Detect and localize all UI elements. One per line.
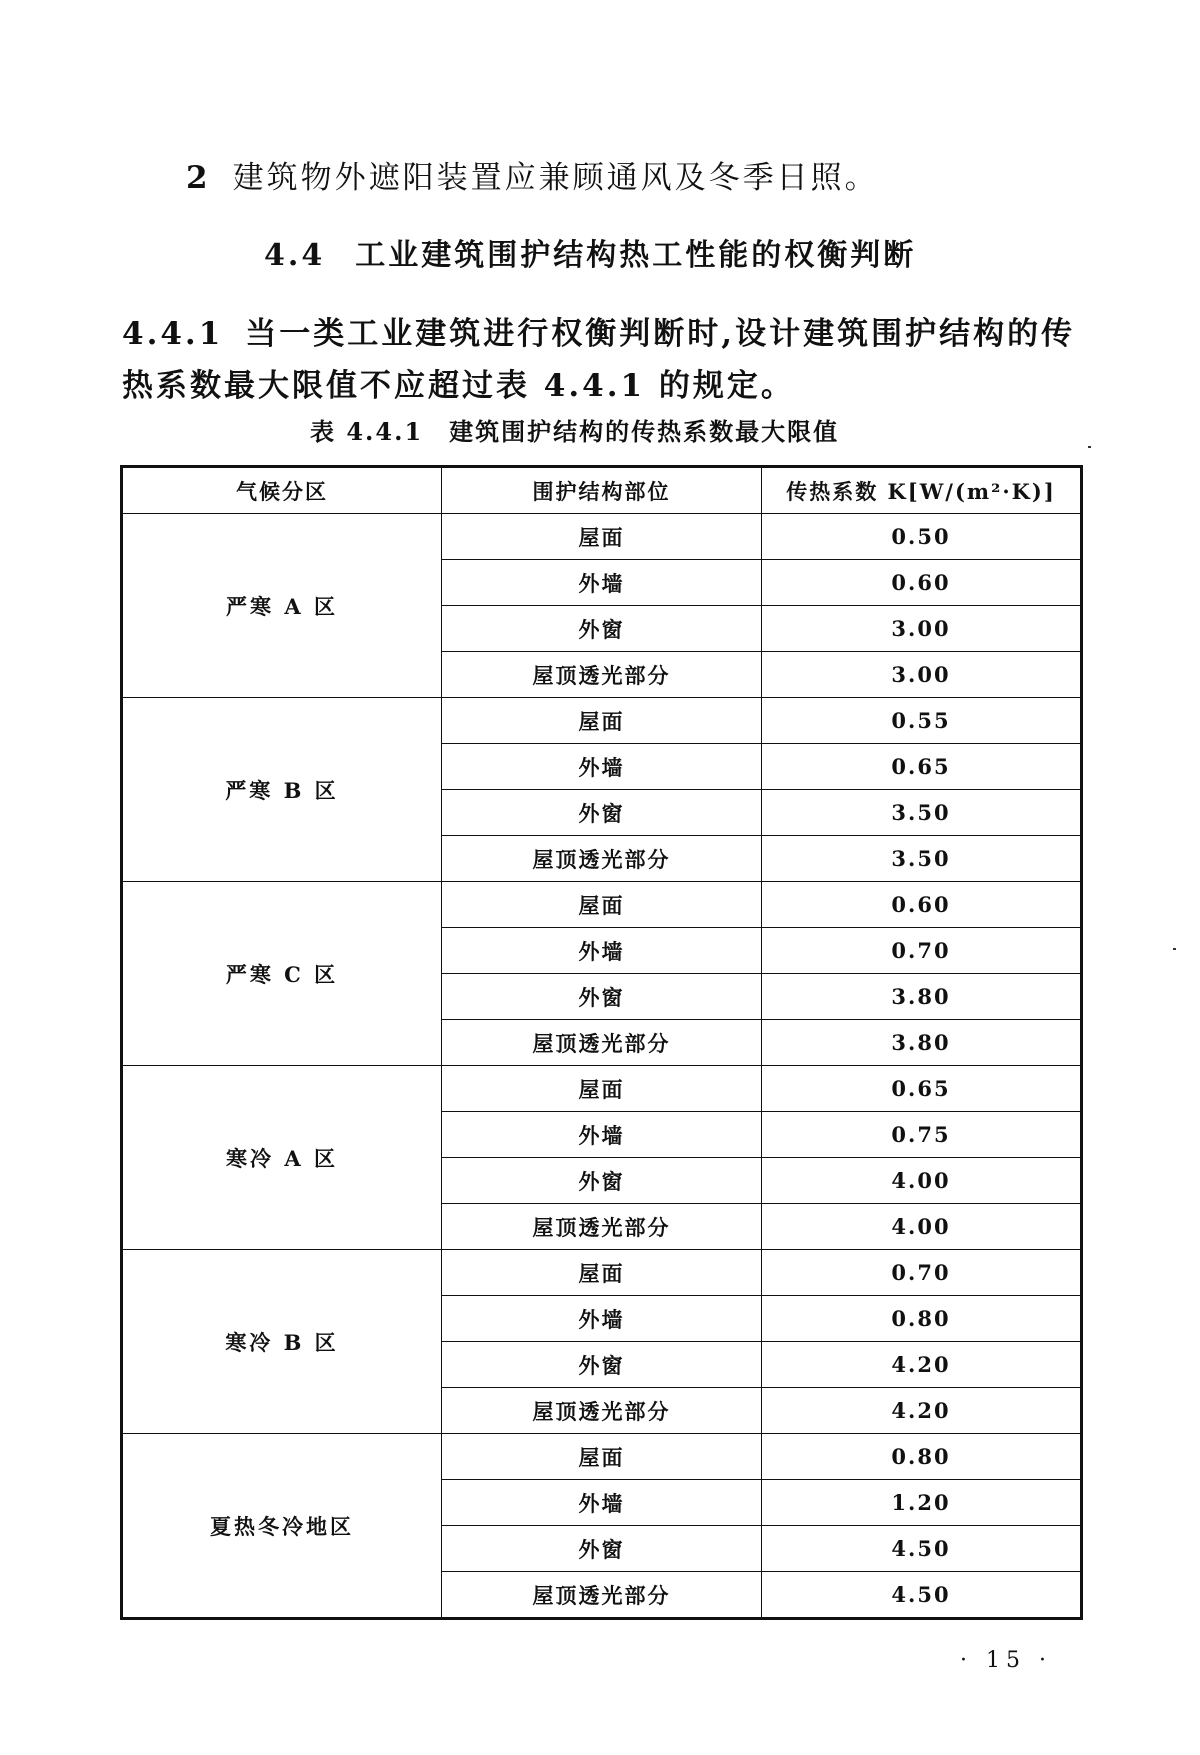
table-row [122,514,1082,560]
value-cell: 4.50 [762,1526,1082,1572]
value-cell: 3.50 [762,836,1082,882]
section-title: 工业建筑围护结构热工性能的权衡判断 [355,238,917,273]
zone-cell: 寒冷 A 区 [122,1066,442,1250]
transmittance-table [120,465,1083,1620]
part-cell: 外墙 [442,1480,762,1526]
part-cell: 屋面 [442,1434,762,1480]
part-cell: 外窗 [442,1342,762,1388]
part-cell: 外墙 [442,560,762,606]
value-cell: 3.50 [762,790,1082,836]
value-cell: 3.80 [762,1020,1082,1066]
value-cell: 3.00 [762,652,1082,698]
header-part: 围护结构部位 [442,467,762,514]
value-cell: 0.75 [762,1112,1082,1158]
part-cell: 外墙 [442,744,762,790]
value-cell: 0.80 [762,1434,1082,1480]
table-row [122,1066,1082,1112]
table-header-row [122,467,1082,514]
part-cell: 屋面 [442,698,762,744]
part-cell: 外窗 [442,1158,762,1204]
value-cell: 0.65 [762,744,1082,790]
part-cell: 屋面 [442,882,762,928]
value-cell: 4.00 [762,1204,1082,1250]
zone-cell: 严寒 B 区 [122,698,442,882]
value-cell: 3.80 [762,974,1082,1020]
scan-speck [1173,948,1176,950]
value-cell: 3.00 [762,606,1082,652]
scan-speck [1088,446,1091,448]
value-cell: 4.50 [762,1572,1082,1619]
table-row [122,1250,1082,1296]
value-cell: 0.50 [762,514,1082,560]
table-row [122,1434,1082,1480]
value-cell: 0.65 [762,1066,1082,1112]
header-zone: 气候分区 [122,467,442,514]
item-text: 建筑物外遮阳装置应兼顾通风及冬季日照。 [232,160,879,196]
zone-cell: 严寒 C 区 [122,882,442,1066]
table-caption-number: 表 4.4.1 [310,417,424,446]
clause-number: 4.4.1 [122,316,224,352]
part-cell: 屋顶透光部分 [442,836,762,882]
value-cell: 0.80 [762,1296,1082,1342]
value-cell: 0.60 [762,560,1082,606]
part-cell: 屋面 [442,1250,762,1296]
part-cell: 屋面 [442,1066,762,1112]
value-cell: 0.70 [762,1250,1082,1296]
part-cell: 外窗 [442,1526,762,1572]
value-cell: 0.60 [762,882,1082,928]
part-cell: 外窗 [442,974,762,1020]
part-cell: 屋面 [442,514,762,560]
part-cell: 外窗 [442,606,762,652]
item-number: 2 [186,160,211,196]
section-number: 4.4 [264,238,326,273]
value-cell: 4.20 [762,1388,1082,1434]
section-heading [264,230,916,274]
table-caption [310,412,839,447]
clause-text: 当一类工业建筑进行权衡判断时,设计建筑围护结构的传热系数最大限值不应超过表 4.4.1 的规定。 [122,316,1076,404]
header-k-value: 传热系数 K[W/(m²·K)] [762,467,1082,514]
part-cell: 外墙 [442,928,762,974]
table-row [122,698,1082,744]
value-cell: 0.55 [762,698,1082,744]
part-cell: 屋顶透光部分 [442,652,762,698]
part-cell: 外窗 [442,790,762,836]
value-cell: 4.20 [762,1342,1082,1388]
value-cell: 4.00 [762,1158,1082,1204]
part-cell: 屋顶透光部分 [442,1020,762,1066]
value-cell: 0.70 [762,928,1082,974]
value-cell: 1.20 [762,1480,1082,1526]
zone-cell: 寒冷 B 区 [122,1250,442,1434]
part-cell: 屋顶透光部分 [442,1388,762,1434]
zone-cell: 严寒 A 区 [122,514,442,698]
part-cell: 外墙 [442,1296,762,1342]
list-item-2 [186,152,879,197]
zone-cell: 夏热冬冷地区 [122,1434,442,1619]
clause-paragraph [122,308,1082,412]
part-cell: 屋顶透光部分 [442,1572,762,1619]
part-cell: 屋顶透光部分 [442,1204,762,1250]
table-caption-title: 建筑围护结构的传热系数最大限值 [449,417,840,446]
part-cell: 外墙 [442,1112,762,1158]
page-number: · 15 · [960,1648,1052,1673]
table-row [122,882,1082,928]
